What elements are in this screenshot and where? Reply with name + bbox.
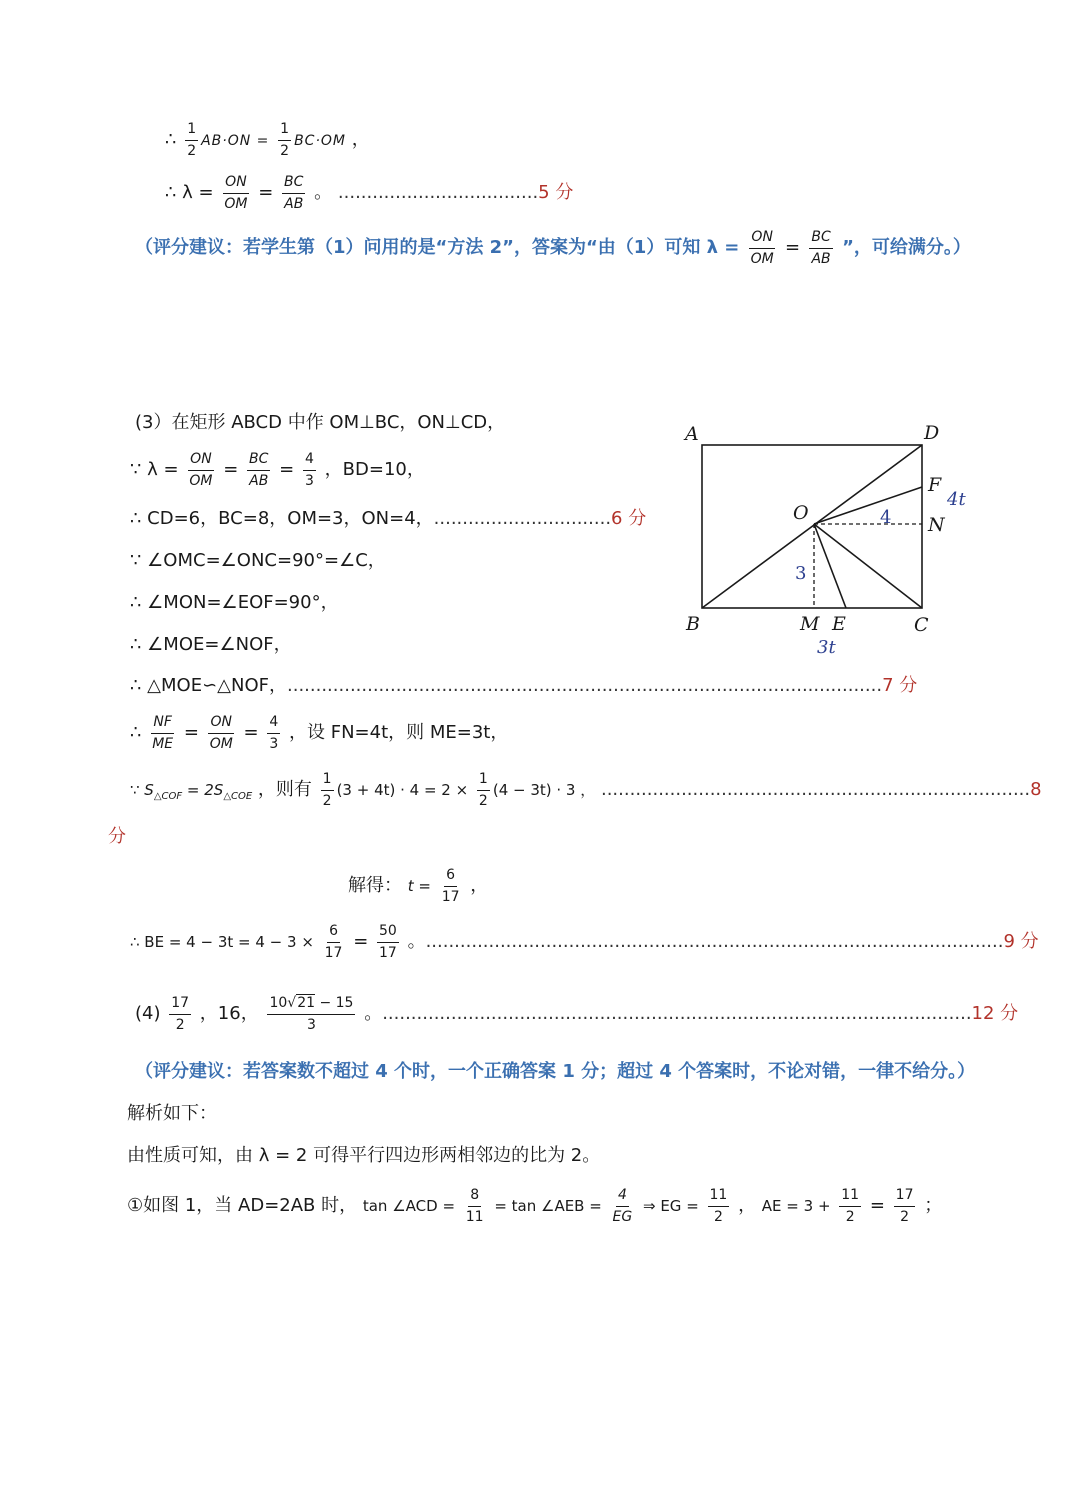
label-d: D — [924, 422, 940, 444]
step-lengths: ∴ CD=6，BC=8，OM=3，ON=4，...............................6 分 — [130, 508, 647, 529]
score-7: 7 分 — [882, 675, 918, 696]
label-b: B — [686, 613, 700, 635]
label-e: E — [832, 613, 846, 635]
step-lambda-ratio: ∵ λ = $\frac{ON}{OM}$ = $\frac{BC}{AB}$ = $\frac{4}{3}$ ，BD=10， — [130, 451, 425, 489]
geometry-figure — [670, 415, 980, 665]
label-f: F — [928, 474, 942, 496]
label-4t: 4t — [947, 489, 966, 510]
analysis-heading: 解析如下： — [127, 1103, 217, 1124]
label-3: 3 — [795, 563, 807, 584]
fraction-on-om: $\frac{ON}{OM}$ — [209, 714, 233, 752]
segment-of — [814, 487, 922, 524]
analysis-property: 由性质可知，由 λ = 2 可得平行四边形两相邻边的比为 2。 — [127, 1145, 601, 1166]
label-m: M — [800, 613, 820, 635]
step-half-ab-on: ∴ $\frac{1}{2}$ AB·ON = $\frac{1}{2}$ BC·OM ， — [165, 121, 370, 159]
step-area-equation: ∵ $S_{\triangle COF} = 2S_{\triangle COE}$ ，则有 $\frac{1}{2}$ (3 + 4t) · 4 = 2 × $\frac{1}{2}$ (4 − 3t) · 3 ， ...........................................................................8 — [130, 771, 1042, 809]
fraction-half: $\frac{1}{2}$ — [187, 121, 197, 159]
score-8: 8 — [1030, 779, 1042, 801]
fraction-bc-ab: $\frac{BC}{AB}$ — [811, 229, 831, 267]
step-solve-t: 解得： t = $\frac{6}{17}$ ， — [348, 867, 489, 905]
fraction-11-2: $\frac{11}{2}$ — [709, 1187, 728, 1225]
step-angle-moe: ∴ ∠MOE=∠NOF， — [130, 634, 292, 655]
fraction-half: $\frac{1}{2}$ — [478, 771, 488, 809]
fraction-half: $\frac{1}{2}$ — [280, 121, 290, 159]
fraction-four-thirds: $\frac{4}{3}$ — [305, 451, 314, 489]
step-be: ∴ BE = 4 − 3t = 4 − 3 × $\frac{6}{17}$ = $\frac{50}{17}$ 。.....................................................................................................9 分 — [130, 923, 1039, 961]
fraction-bc-ab: $\frac{BC}{AB}$ — [284, 174, 304, 212]
analysis-case-1: ①如图 1，当 AD=2AB 时， tan ∠ACD = $\frac{8}{11}$ = tan ∠AEB = $\frac{4}{EG}$ ⇒ EG = $\frac{11}{2}$ ， AE = 3 + $\frac{11}{2}$ = $\frac{17}{2}$ ； — [127, 1187, 943, 1225]
fraction-11-2: $\frac{11}{2}$ — [841, 1187, 860, 1225]
fraction-half: $\frac{1}{2}$ — [322, 771, 332, 809]
score-12: 12 分 — [971, 1003, 1019, 1025]
therefore-symbol: ∴ — [165, 129, 177, 151]
step-right-angles: ∵ ∠OMC=∠ONC=90°=∠C， — [130, 550, 386, 571]
fraction-on-om: $\frac{ON}{OM}$ — [224, 174, 248, 212]
fraction-17-2: $\frac{17}{2}$ — [895, 1187, 914, 1225]
grading-note-2: （评分建议：若答案数不超过 4 个时，一个正确答案 1 分；超过 4 个答案时，不论对错，一律不给分。） — [135, 1061, 976, 1082]
label-o: O — [793, 502, 809, 524]
fraction-root-expr: $\frac{10√21 - 15}{3}$ — [269, 995, 354, 1033]
fraction-four-thirds: $\frac{4}{3}$ — [269, 714, 279, 752]
fraction-on-om: $\frac{ON}{OM}$ — [189, 451, 213, 489]
expr-bc-om: BC·OM — [294, 133, 347, 150]
label-3t: 3t — [817, 637, 836, 658]
fraction-nf-me: $\frac{NF}{ME}$ — [152, 714, 174, 752]
fraction-50-17: $\frac{50}{17}$ — [379, 923, 397, 961]
fraction-6-17: $\frac{6}{17}$ — [324, 923, 343, 961]
fraction-bc-ab: $\frac{BC}{AB}$ — [249, 451, 269, 489]
label-c: C — [914, 614, 929, 636]
score-6: 6 分 — [611, 508, 647, 529]
step-similar: ∴ △MOE∽△NOF，........................................................................................................7 分 — [130, 675, 918, 696]
fraction-8-11: $\frac{8}{11}$ — [465, 1187, 484, 1225]
label-a: A — [685, 423, 699, 445]
score-8-unit: 分 — [108, 826, 126, 847]
fraction-4-eg: $\frac{4}{EG}$ — [612, 1187, 633, 1225]
grading-note-1: （评分建议：若学生第（1）问用的是“方法 2”，答案为“由（1）可知 λ = $\frac{ON}{OM}$ = $\frac{BC}{AB}$ ”，可给满分。） — [135, 229, 971, 267]
step-lambda: ∴ λ = $\frac{ON}{OM}$ = $\frac{BC}{AB}$ 。 ...................................5 分 — [165, 174, 574, 212]
part4-answers: (4) $\frac{17}{2}$ ，16， $\frac{10√21 - 15}{3}$ 。.......................................................................................................12 分 — [135, 995, 1019, 1033]
fraction-on-om: $\frac{ON}{OM}$ — [750, 229, 774, 267]
score-5: 5 分 — [538, 182, 574, 204]
score-9: 9 分 — [1003, 931, 1039, 953]
label-n: N — [928, 514, 945, 536]
fraction-17-2: $\frac{17}{2}$ — [171, 995, 190, 1033]
step-angle-mon: ∴ ∠MON=∠EOF=90°， — [130, 592, 339, 613]
label-4: 4 — [880, 507, 892, 528]
fraction-6-17: $\frac{6}{17}$ — [441, 867, 460, 905]
part3-intro: (3）在矩形 ABCD 中作 OM⊥BC，ON⊥CD， — [135, 412, 506, 433]
expr-ab-on: AB·ON = — [201, 133, 270, 150]
step-ratio-nf-me: ∴ $\frac{NF}{ME}$ = $\frac{ON}{OM}$ = $\frac{4}{3}$ ，设 FN=4t，则 ME=3t， — [130, 714, 509, 752]
